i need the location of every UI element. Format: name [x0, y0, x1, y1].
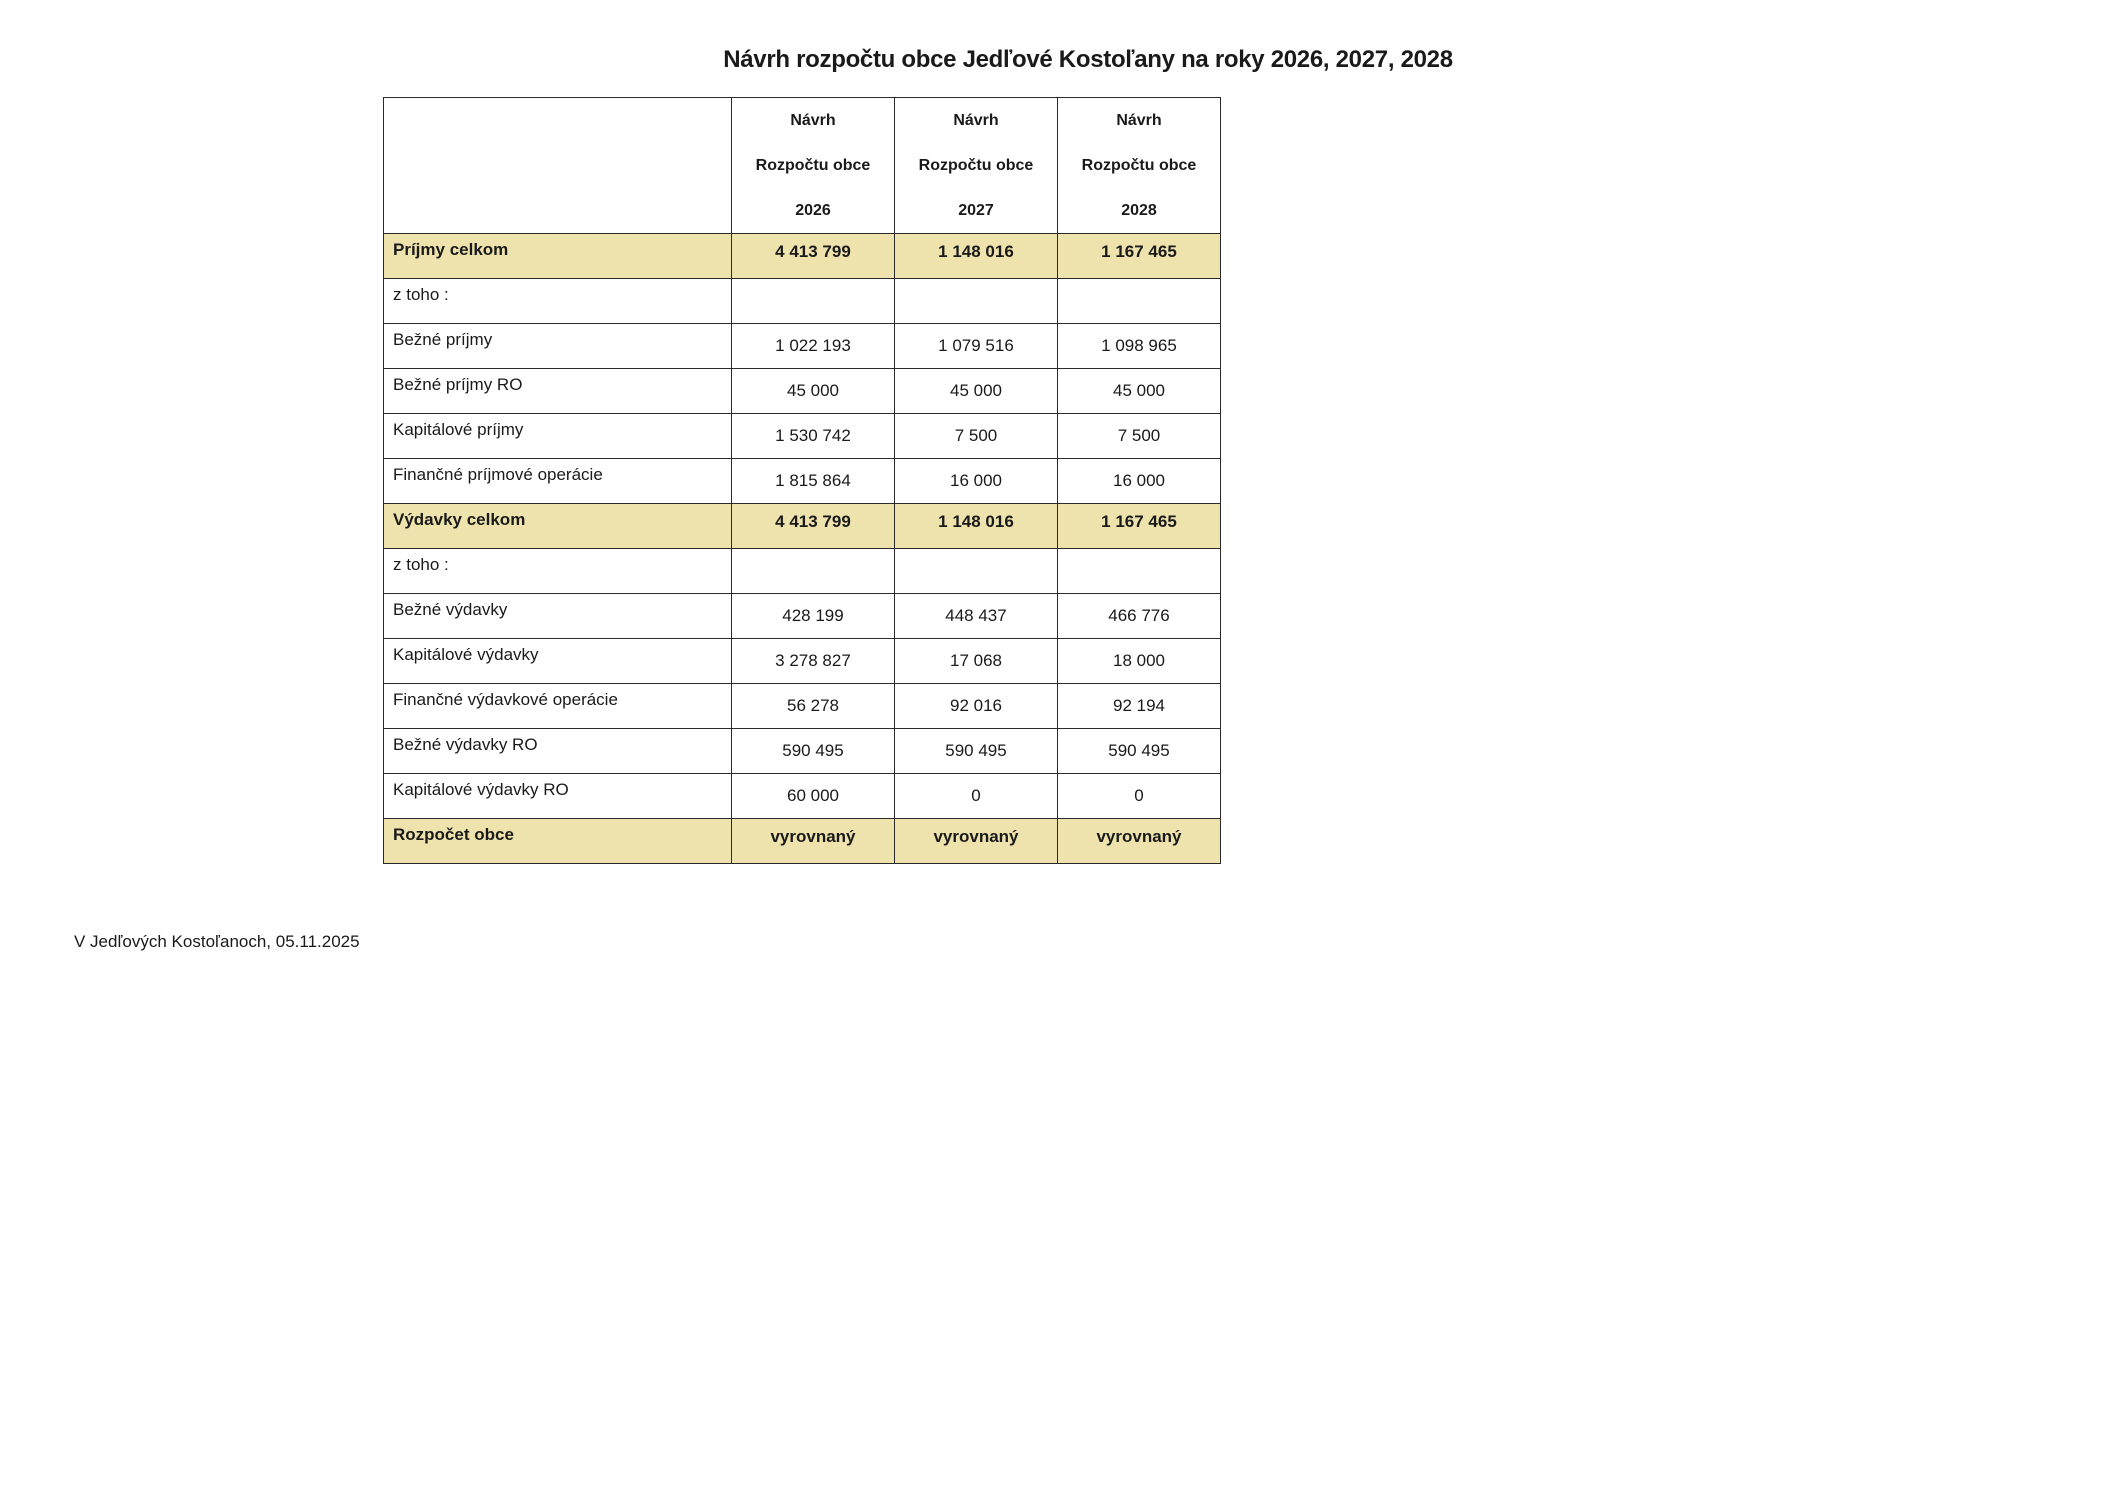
table-body — [384, 234, 1221, 864]
row-label: Kapitálové výdavky RO — [384, 774, 732, 819]
row-value-2028: 0 — [1058, 774, 1221, 819]
row-value-2028 — [1058, 279, 1221, 324]
row-value-2027: 590 495 — [895, 729, 1058, 774]
row-label: Kapitálové príjmy — [384, 414, 732, 459]
table-row — [384, 234, 1221, 279]
page-title: Návrh rozpočtu obce Jedľové Kostoľany na roky 2026, 2027, 2028 — [723, 46, 1453, 73]
row-value-2026: 4 413 799 — [732, 234, 895, 279]
row-value-2028 — [1058, 549, 1221, 594]
row-value-2028: 1 167 465 — [1058, 504, 1221, 549]
row-value-2026: 1 815 864 — [732, 459, 895, 504]
table-row — [384, 459, 1221, 504]
table-header-row — [384, 98, 1221, 234]
row-value-2026: 428 199 — [732, 594, 895, 639]
row-value-2028: 1 167 465 — [1058, 234, 1221, 279]
row-label: Kapitálové výdavky — [384, 639, 732, 684]
row-value-2026 — [732, 279, 895, 324]
header-line: Rozpočtu obce — [755, 157, 871, 174]
row-value-2027: 17 068 — [895, 639, 1058, 684]
row-label: Príjmy celkom — [384, 234, 732, 279]
table-row — [384, 639, 1221, 684]
header-line: Rozpočtu obce — [1081, 157, 1197, 174]
row-value-2027 — [895, 279, 1058, 324]
table-row — [384, 324, 1221, 369]
table-row — [384, 684, 1221, 729]
row-value-2028: 590 495 — [1058, 729, 1221, 774]
header-line: Návrh — [790, 112, 836, 129]
row-value-2027: 1 079 516 — [895, 324, 1058, 369]
row-label: Bežné výdavky RO — [384, 729, 732, 774]
row-value-2026: 3 278 827 — [732, 639, 895, 684]
row-label: Bežné výdavky — [384, 594, 732, 639]
row-label: Bežné príjmy RO — [384, 369, 732, 414]
row-value-2026: 1 530 742 — [732, 414, 895, 459]
row-value-2028: 16 000 — [1058, 459, 1221, 504]
row-value-2026: 4 413 799 — [732, 504, 895, 549]
place-date: V Jedľových Kostoľanoch, 05.11.2025 — [74, 932, 360, 951]
row-value-2026: vyrovnaný — [732, 819, 895, 864]
header-line: 2027 — [958, 202, 994, 219]
row-value-2026: 45 000 — [732, 369, 895, 414]
header-2028 — [1058, 98, 1221, 234]
row-value-2026: 60 000 — [732, 774, 895, 819]
row-value-2027: vyrovnaný — [895, 819, 1058, 864]
row-value-2028: 45 000 — [1058, 369, 1221, 414]
row-value-2026 — [732, 549, 895, 594]
header-line: 2028 — [1121, 202, 1157, 219]
row-label: Finančné príjmové operácie — [384, 459, 732, 504]
row-value-2027: 92 016 — [895, 684, 1058, 729]
header-line: Rozpočtu obce — [918, 157, 1034, 174]
row-value-2027 — [895, 549, 1058, 594]
row-value-2027: 45 000 — [895, 369, 1058, 414]
table-row — [384, 369, 1221, 414]
header-2026 — [732, 98, 895, 234]
row-value-2026: 56 278 — [732, 684, 895, 729]
row-label: z toho : — [384, 279, 732, 324]
header-2027 — [895, 98, 1058, 234]
header-line: Návrh — [953, 112, 999, 129]
row-value-2027: 448 437 — [895, 594, 1058, 639]
row-value-2027: 1 148 016 — [895, 504, 1058, 549]
table-row — [384, 279, 1221, 324]
row-value-2028: 7 500 — [1058, 414, 1221, 459]
header-label-cell — [384, 98, 732, 234]
row-label: Finančné výdavkové operácie — [384, 684, 732, 729]
table-row — [384, 504, 1221, 549]
row-value-2028: 18 000 — [1058, 639, 1221, 684]
row-value-2026: 1 022 193 — [732, 324, 895, 369]
row-value-2026: 590 495 — [732, 729, 895, 774]
table-row — [384, 414, 1221, 459]
row-value-2027: 0 — [895, 774, 1058, 819]
row-label: Bežné príjmy — [384, 324, 732, 369]
row-value-2027: 7 500 — [895, 414, 1058, 459]
row-value-2028: vyrovnaný — [1058, 819, 1221, 864]
header-line: Návrh — [1116, 112, 1162, 129]
row-value-2027: 1 148 016 — [895, 234, 1058, 279]
budget-table — [383, 97, 1221, 864]
row-value-2028: 92 194 — [1058, 684, 1221, 729]
header-line: 2026 — [795, 202, 831, 219]
row-label: Rozpočet obce — [384, 819, 732, 864]
table-row — [384, 549, 1221, 594]
table-row — [384, 594, 1221, 639]
row-label: z toho : — [384, 549, 732, 594]
table-row — [384, 729, 1221, 774]
table-row — [384, 774, 1221, 819]
row-value-2027: 16 000 — [895, 459, 1058, 504]
row-value-2028: 1 098 965 — [1058, 324, 1221, 369]
table-row — [384, 819, 1221, 864]
row-value-2028: 466 776 — [1058, 594, 1221, 639]
row-label: Výdavky celkom — [384, 504, 732, 549]
